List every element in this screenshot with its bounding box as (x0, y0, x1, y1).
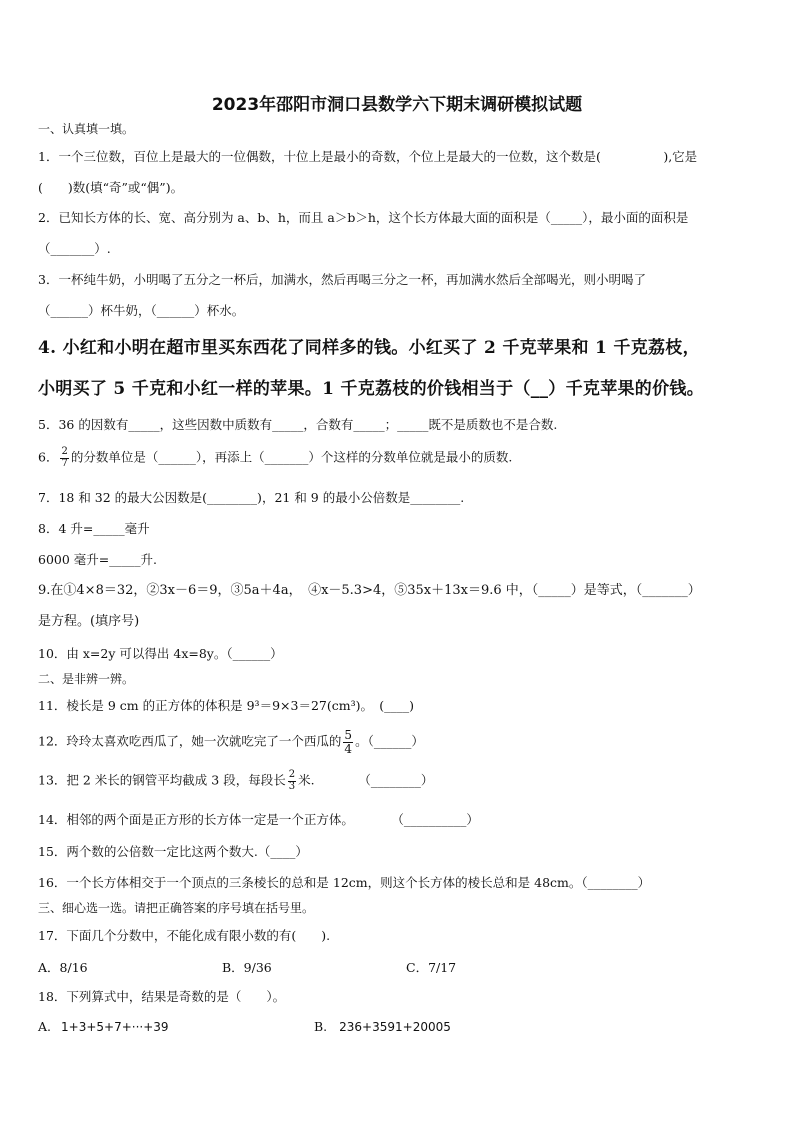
question-3-line-2: （______）杯牛奶，（______）杯水。 (38, 303, 245, 318)
question-18-option-a (38, 1019, 169, 1034)
section-heading-true-false: 二、是非辨一辨。 (38, 672, 135, 686)
question-6-number: 6． (38, 449, 59, 465)
option-a-label: A. (38, 1019, 52, 1034)
question-5: 5．36 的因数有_____，这些因数中质数有_____，合数有_____；_____既不是质数也不是合数. (38, 417, 558, 432)
question-4-line-1: 4. 小红和小明在超市里买东西花了同样多的钱。小红买了 2 千克苹果和 1 千克荔枝， (38, 338, 700, 358)
question-13 (38, 770, 433, 792)
question-2-line-2: （_______）. (38, 241, 111, 256)
question-12 (38, 729, 424, 755)
question-17-stem: 17．下面几个分数中，不能化成有限小数的有( ). (38, 928, 331, 943)
question-6 (38, 447, 512, 469)
fraction-five-fourths (343, 729, 353, 755)
question-13-blank: 米. （________） (298, 772, 434, 788)
question-10: 10．由 x=2y 可以得出 4x=8y。（______） (38, 646, 283, 661)
question-16: 16．一个长方体相交于一个顶点的三条棱长的总和是 12cm，则这个长方体的棱长总和是 48cm。（________） (38, 875, 651, 890)
question-17-option-b: B．9/36 (222, 960, 272, 975)
question-17-option-a: A．8/16 (38, 960, 88, 975)
question-14: 14．相邻的两个面是正方形的长方体一定是一个正方体。 （__________） (38, 812, 479, 827)
page-title: 2023年邵阳市洞口县数学六下期末调研模拟试题 (211, 95, 583, 115)
question-6-text: 的分数单位是（______），再添上（_______）个这样的分数单位就是最小的质数. (70, 449, 513, 465)
fraction-numerator: 2 (288, 769, 296, 780)
fraction-numerator: 2 (61, 446, 68, 457)
question-1-line-1: 1．一个三位数，百位上是最大的一位偶数，十位上是最小的奇数，个位上是最大的一位数，这个数是( ),它是 (38, 149, 698, 164)
question-3-line-1: 3．一杯纯牛奶，小明喝了五分之一杯后，加满水，然后再喝三分之一杯，再加满水然后全部喝光，则小明喝了 (38, 272, 646, 287)
option-b-label: B. (314, 1019, 328, 1034)
fraction-two-sevenths (60, 447, 68, 469)
question-9-line-2: 是方程。(填序号) (38, 614, 140, 629)
question-15: 15．两个数的公倍数一定比这两个数大.（____） (38, 844, 308, 859)
question-17-option-c: C．7/17 (406, 960, 457, 975)
question-13-text: 13．把 2 米长的钢管平均截成 3 段，每段长 (38, 772, 286, 788)
question-12-blank: 。（______） (355, 733, 424, 749)
option-b-expression: 236+3591+20005 (339, 1020, 451, 1034)
fraction-denominator: 3 (288, 780, 296, 792)
question-18-stem: 18．下列算式中，结果是奇数的是（ ）。 (38, 989, 286, 1004)
question-7: 7．18 和 32 的最大公因数是(________)，21 和 9 的最小公倍数是________. (38, 490, 465, 505)
fraction-denominator: 4 (344, 741, 353, 756)
question-4-line-2: 小明买了 5 千克和小红一样的苹果。1 千克荔枝的价钱相当于（__）千克苹果的价钱。 (38, 379, 705, 399)
question-8-line-2: 6000 毫升=_____升. (38, 552, 157, 567)
section-heading-fill-in: 一、认真填一填。 (38, 122, 135, 136)
question-8-line-1: 8．4 升=_____毫升 (38, 521, 150, 536)
question-11: 11．棱长是 9 cm 的正方体的体积是 9³＝9×3＝27(cm³)。 (____) (38, 698, 414, 713)
fraction-two-thirds (288, 770, 296, 792)
option-a-expression: 1+3+5+7+···+39 (61, 1020, 169, 1034)
question-9-line-1: 9.在①4×8＝32，②3x－6＝9，③5a＋4a， ④x－5.3>4，⑤35x＋13x＝9.6 中，（_____）是等式，（_______） (38, 583, 701, 598)
question-18-option-b (314, 1019, 451, 1034)
fraction-numerator: 5 (344, 728, 353, 742)
question-1-line-2: ( )数(填“奇”或“偶”)。 (38, 180, 184, 195)
fraction-denominator: 7 (61, 457, 68, 469)
question-2-line-1: 2．已知长方体的长、宽、高分别为 a、b、h，而且 a＞b＞h，这个长方体最大面的面积是（_____），最小面的面积是 (38, 210, 689, 225)
question-12-text: 12．玲玲太喜欢吃西瓜了，她一次就吃完了一个西瓜的 (38, 733, 342, 749)
section-heading-multiple-choice: 三、细心选一选。请把正确答案的序号填在括号里。 (38, 901, 315, 915)
